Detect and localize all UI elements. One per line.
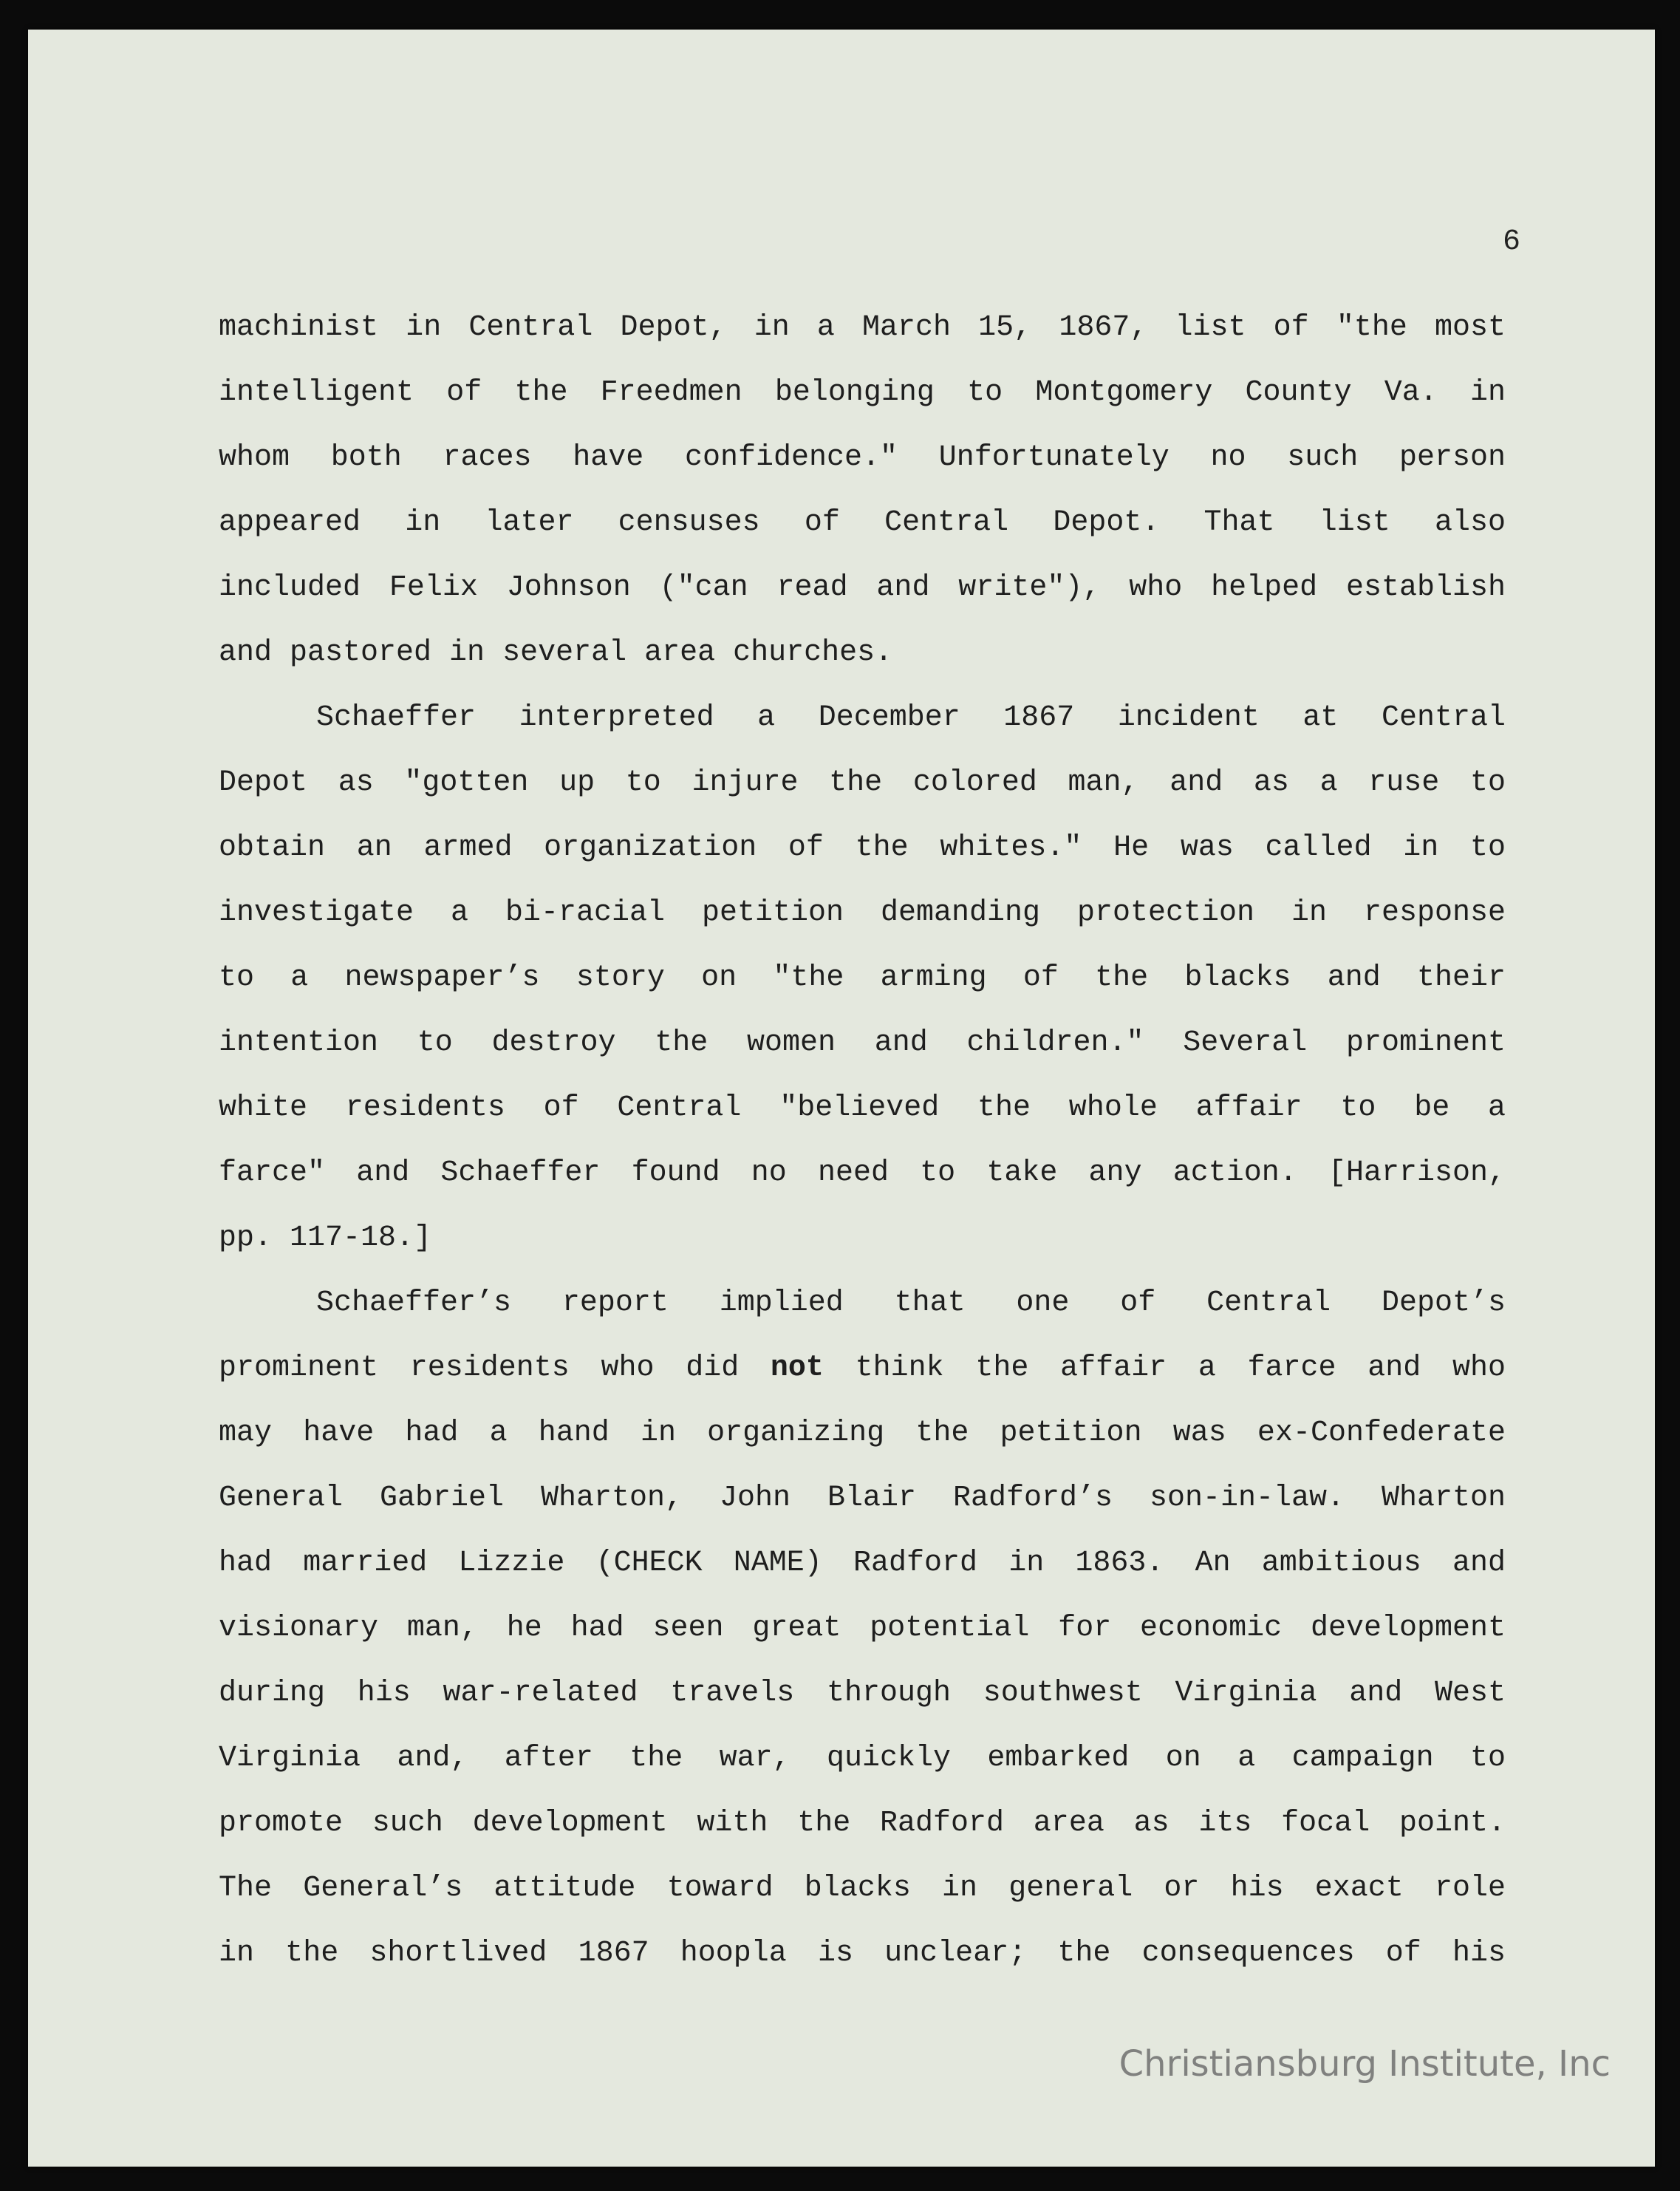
body-text [219, 296, 1506, 1986]
text-line: intelligent of the Freedmen belonging to Montgomery County Va. in [219, 376, 1506, 409]
page-number: 6 [1502, 225, 1520, 259]
text-line: during his war-related travels through southwest Virginia and West [219, 1677, 1506, 1710]
text-line: pp. 117-18.] [219, 1221, 432, 1255]
text-line: Schaeffer’s report implied that one of Central Depot’s [316, 1287, 1506, 1320]
text-line: in the shortlived 1867 hoopla is unclear; the consequences of his [219, 1937, 1506, 1970]
text-line: and pastored in several area churches. [219, 636, 893, 669]
text-line: white residents of Central "believed the whole affair to be a [219, 1091, 1506, 1125]
text-line: Depot as "gotten up to injure the colored man, and as a ruse to [219, 766, 1506, 800]
text-line: visionary man, he had seen great potential for economic development [219, 1612, 1506, 1645]
text-line: The General’s attitude toward blacks in general or his exact role [219, 1872, 1506, 1905]
text-line: had married Lizzie (CHECK NAME) Radford in 1863. An ambitious and [219, 1547, 1506, 1580]
text-line: Schaeffer interpreted a December 1867 incident at Central [316, 701, 1506, 735]
text-line: intention to destroy the women and children." Several prominent [219, 1026, 1506, 1060]
text-line: may have had a hand in organizing the petition was ex-Confederate [219, 1417, 1506, 1450]
text-line: General Gabriel Wharton, John Blair Radford’s son-in-law. Wharton [219, 1482, 1506, 1515]
emphasis-bold: not [770, 1352, 824, 1385]
text-line: machinist in Central Depot, in a March 15, 1867, list of "the most [219, 311, 1506, 344]
text-line: appeared in later censuses of Central Depot. That list also [219, 506, 1506, 539]
text-line: promote such development with the Radford area as its focal point. [219, 1807, 1506, 1840]
text-line: to a newspaper’s story on "the arming of the blacks and their [219, 961, 1506, 995]
text-line: farce" and Schaeffer found no need to take any action. [Harrison, [219, 1156, 1506, 1190]
text-line: whom both races have confidence." Unfortunately no such person [219, 441, 1506, 474]
text-line: investigate a bi-racial petition demanding protection in response [219, 896, 1506, 930]
text-line: prominent residents who did not think the affair a farce and who [219, 1352, 1506, 1385]
watermark: Christiansburg Institute, Inc [1119, 2043, 1611, 2085]
text-line: included Felix Johnson ("can read and write"), who helped establish [219, 571, 1506, 604]
document-page [28, 30, 1655, 2167]
text-line: Virginia and, after the war, quickly embarked on a campaign to [219, 1742, 1506, 1775]
text-line: obtain an armed organization of the whites." He was called in to [219, 831, 1506, 865]
